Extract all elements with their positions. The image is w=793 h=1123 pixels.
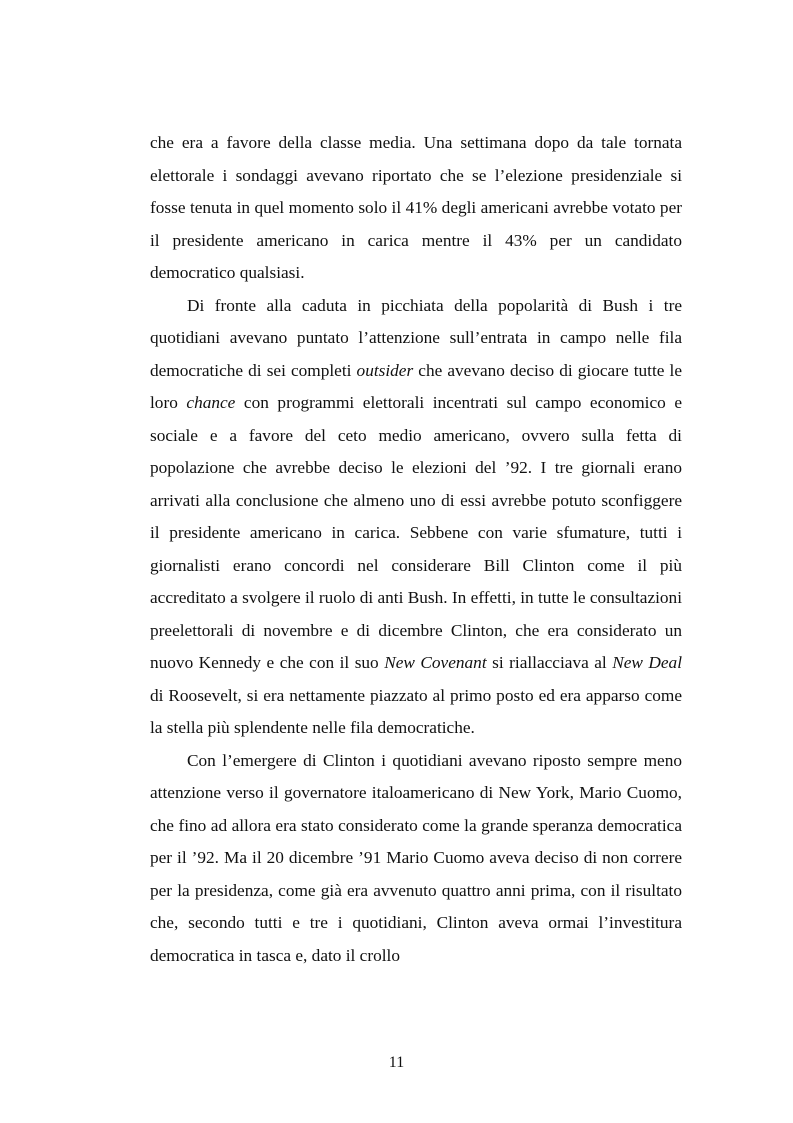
paragraph-2: [150, 290, 682, 745]
italic-term-new-covenant: New Covenant: [384, 653, 487, 672]
italic-term-outsider: outsider: [356, 360, 414, 380]
paragraph-2-text-3: con programmi elettorali incentrati sul campo economico e sociale e a favore del ceto medio americano, ovvero sulla fetta di popolazione che avrebbe deciso le elezioni del ’92. I tre giornali erano arrivati alla conclusione che almeno uno di essi avrebbe potuto sconfiggere il presidente americano in carica. Sebbene con varie sfumature, tutti i giornalisti erano concordi nel considerare Bill Clinton come il più accreditato a svolgere il ruolo di anti Bush. In effetti, in tutte le consultazioni preelettorali di novembre e di dicembre Clinton, che era considerato un nuovo Kennedy e che con il suo: [150, 393, 682, 672]
italic-term-chance: chance: [186, 393, 236, 412]
page-number: 11: [388, 1054, 405, 1071]
paragraph-2-text-1: Di fronte alla caduta in picchiata della popolarità di Bush i tre quotidiani avevano puntato l’attenzione sull’entrata in campo nelle fila democratiche di sei completi: [150, 295, 682, 380]
paragraph-3-text: Con l’emergere di Clinton i quotidiani avevano riposto sempre meno attenzione verso il governatore italoamericano di New York, Mario Cuomo, che fino ad allora era stato considerato come la grande speranza democratica per il ’92. Ma il 20 dicembre ’91 Mario Cuomo aveva deciso di non correre per la presidenza, come già era avvenuto quattro anni prima, con il risultato che, secondo tutti e tre i quotidiani, Clinton aveva ormai l’investitura democratica in tasca e, dato il crollo: [150, 750, 682, 965]
paragraph-3: [150, 745, 682, 973]
paragraph-2-text-2: che avevano deciso di giocare tutte le loro: [150, 360, 683, 412]
paragraph-2-text-5: di Roosevelt, si era nettamente piazzato al primo posto ed era apparso come la stella più splendente nelle fila democratiche.: [150, 685, 682, 737]
italic-term-new-deal: New Deal: [612, 653, 683, 672]
body-text: [150, 127, 682, 972]
paragraph-1: [150, 127, 682, 290]
paragraph-2-text-4: si riallacciava al: [486, 653, 613, 672]
paragraph-1-text: che era a favore della classe media. Una settimana dopo da tale tornata elettorale i sondaggi avevano riportato che se l’elezione presidenziale si fosse tenuta in quel momento solo il 41% degli americani avrebbe votato per il presidente americano in carica mentre il 43% per un candidato democratico qualsiasi.: [150, 133, 682, 282]
